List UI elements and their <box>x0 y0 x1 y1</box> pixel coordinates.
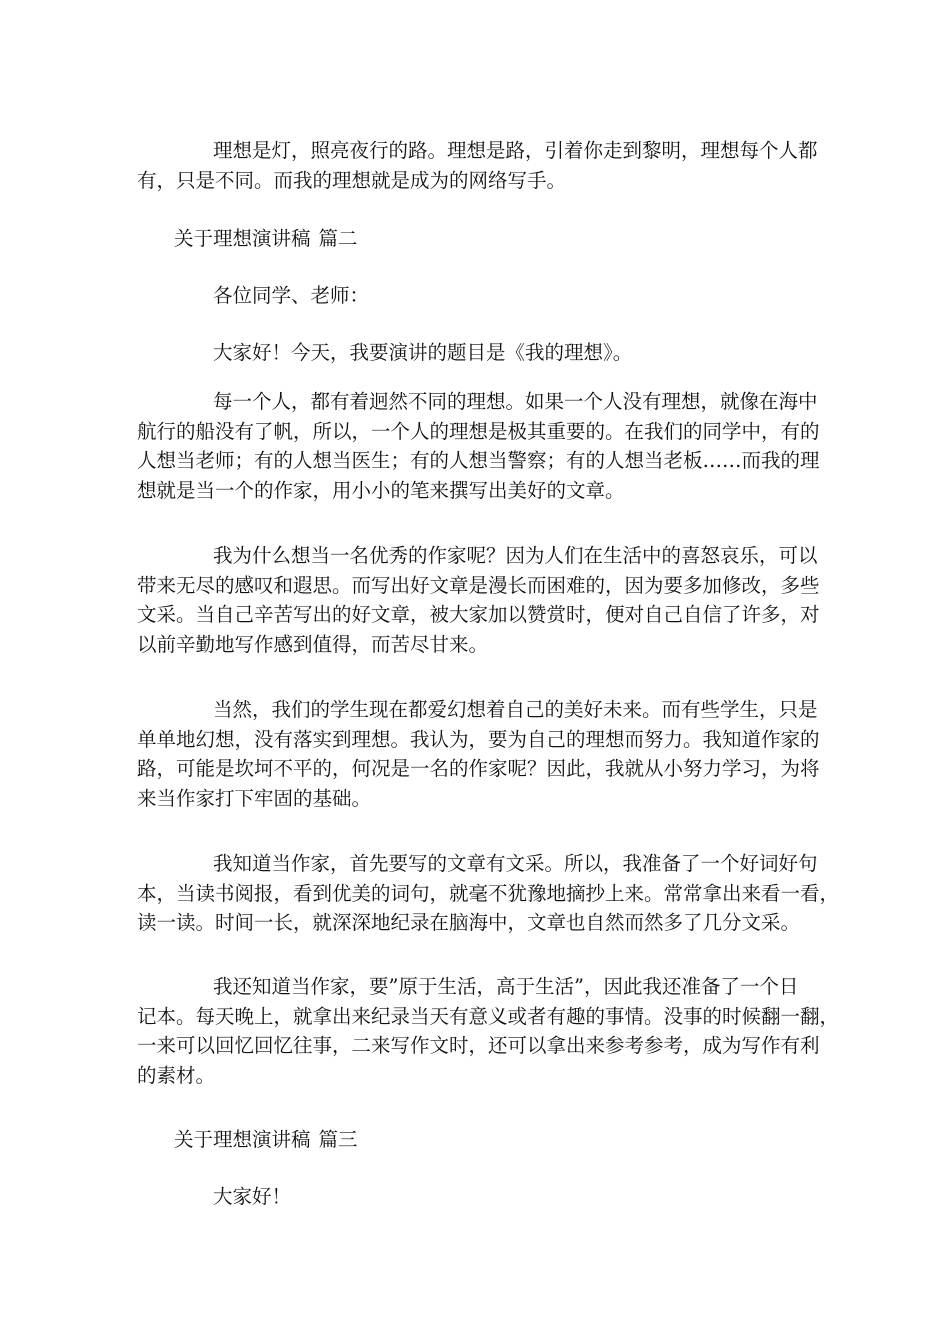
section-heading-2 <box>174 224 358 254</box>
text-line: 文采。当自己辛苦写出的好文章，被大家加以赞赏时，便对自己自信了许多，对 <box>137 603 820 626</box>
text-line: 单单地幻想，没有落实到理想。我认为，要为自己的理想而努力。我知道作家的 <box>137 727 820 751</box>
heading-number: 篇三 <box>318 1128 358 1151</box>
text-line: 我还知道当作家，要”原于生活，高于生活”，因此我还准备了一个日 <box>213 975 799 998</box>
paragraph-greeting <box>137 338 817 368</box>
text-line: 路，可能是坎坷不平的，何况是一名的作家呢？因此，我就从小努力学习，为将 <box>137 757 820 780</box>
paragraph-body-5 <box>137 972 840 1090</box>
paragraph-salutation <box>137 281 817 311</box>
text-line: 理想是灯，照亮夜行的路。理想是路，引着你走到黎明，理想每个人都 <box>213 139 818 162</box>
text-line: 人想当老师；有的人想当医生；有的人想当警察；有的人想当老板……而我的理 <box>137 449 820 472</box>
text-line: 航行的船没有了帆，所以，一个人的理想是极其重要的。在我们的同学中，有的 <box>137 419 820 443</box>
text-line: 以前辛勤地写作感到值得，而苦尽甘来。 <box>137 632 489 656</box>
text-line: 一来可以回忆回忆往事，二来写作文时，还可以拿出来参考参考，成为写作有利 <box>137 1034 820 1057</box>
paragraph-body-3 <box>137 695 820 813</box>
paragraph-body-2 <box>137 541 820 659</box>
text-line: 读一读。时间一长，就深深地纪录在脑海中，文章也自然而然多了几分文采。 <box>137 911 801 934</box>
text-line: 当然，我们的学生现在都爱幻想着自己的美好未来。而有些学生，只是 <box>213 698 818 721</box>
section-heading-3 <box>174 1125 358 1155</box>
heading-title: 关于理想演讲稿 <box>174 1128 311 1151</box>
text-line: 本，当读书阅报，看到优美的词句，就毫不犹豫地摘抄上来。常常拿出来看一看， <box>137 881 840 905</box>
text-line: 记本。每天晚上，就拿出来纪录当天有意义或者有趣的事情。没事的时候翻一翻， <box>137 1004 840 1028</box>
text-line: 带来无尽的感叹和遐思。而写出好文章是漫长而困难的，因为要多加修改，多些 <box>137 573 820 597</box>
heading-number: 篇二 <box>318 227 358 250</box>
text-line: 的素材。 <box>137 1063 216 1087</box>
text-line: 各位同学、老师： <box>213 284 370 307</box>
text-line: 我为什么想当一名优秀的作家呢？因为人们在生活中的喜怒哀乐，可以 <box>213 544 818 567</box>
text-line: 大家好！ <box>213 1185 292 1208</box>
heading-title: 关于理想演讲稿 <box>174 227 311 250</box>
paragraph-intro <box>137 136 817 195</box>
text-line: 有，只是不同。而我的理想就是成为的网络写手。 <box>137 168 567 192</box>
text-line: 大家好！今天，我要演讲的题目是《我的理想》。 <box>213 341 633 364</box>
text-line: 每一个人，都有着迥然不同的理想。如果一个人没有理想，就像在海中 <box>213 390 818 413</box>
paragraph-body-1 <box>137 387 820 505</box>
text-line: 想就是当一个的作家，用小小的笔来撰写出美好的文章。 <box>137 478 625 502</box>
paragraph-final-greeting <box>137 1182 817 1212</box>
paragraph-body-4 <box>137 849 840 938</box>
text-line: 我知道当作家，首先要写的文章有文采。所以，我准备了一个好词好句 <box>213 852 818 875</box>
text-line: 来当作家打下牢固的基础。 <box>137 786 372 810</box>
